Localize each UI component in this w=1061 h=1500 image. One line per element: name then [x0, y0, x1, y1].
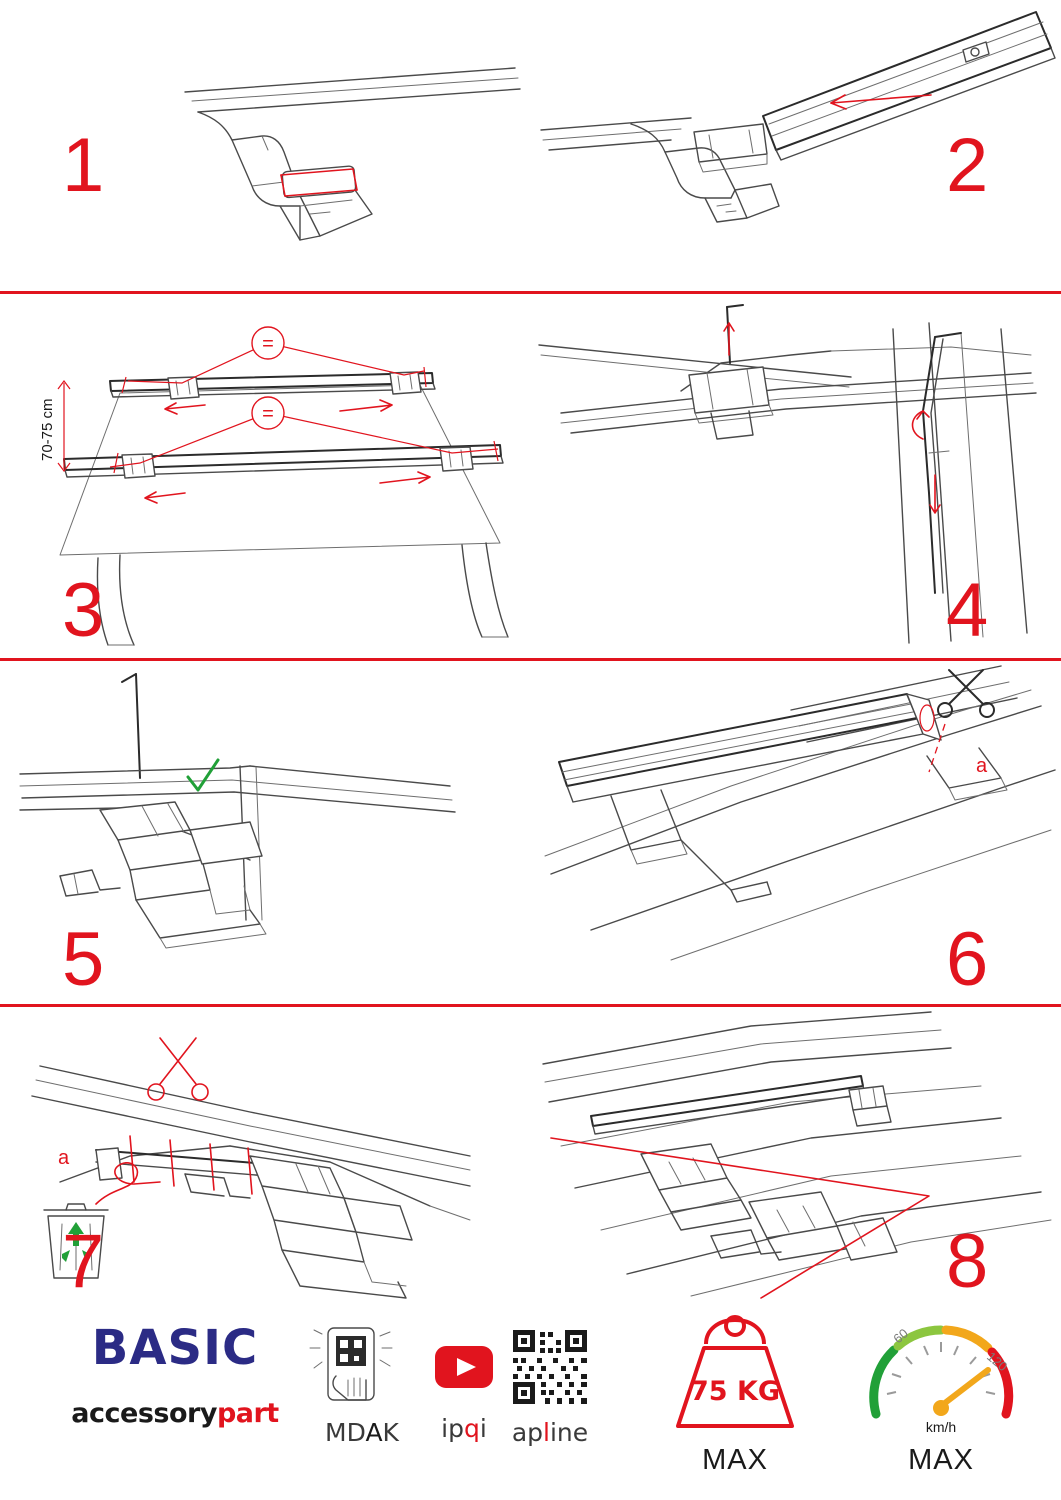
logo-ipqi-caption-accent: q — [464, 1414, 480, 1443]
brand-block — [60, 1320, 290, 1429]
equal-mark-1: = — [262, 333, 274, 355]
panel-step-6 — [531, 660, 1061, 1005]
panel-step-4 — [531, 293, 1061, 659]
logo-apline-caption-accent: l — [543, 1418, 550, 1447]
scissors-icon-2 — [148, 1038, 208, 1100]
logo-mdak-caption-part2: K — [382, 1418, 399, 1447]
step-2-number: 2 — [946, 123, 987, 208]
max-weight-value: 75 KG — [689, 1376, 781, 1407]
speed-tick-120: 120 — [984, 1348, 1011, 1375]
logo-mdak-caption-part1: MD — [325, 1418, 366, 1447]
max-weight-label: MAX — [702, 1444, 768, 1476]
step-6-number: 6 — [946, 917, 987, 1002]
step-6-callout-a: a — [976, 755, 988, 777]
panel-step-7 — [0, 1006, 530, 1302]
speedometer-icon — [846, 1310, 1036, 1440]
step-5-number: 5 — [62, 917, 103, 1002]
bar-spacing-dimension: 70-75 cm — [39, 398, 56, 461]
logo-apline-caption-part2: ine — [549, 1418, 589, 1447]
panel-step-2 — [531, 0, 1061, 292]
max-speed-label: MAX — [908, 1444, 974, 1476]
brand-name — [60, 1400, 290, 1427]
brand-name-part1: accessory — [71, 1398, 217, 1429]
panel-step-8 — [531, 1006, 1061, 1302]
step-7-number: 7 — [62, 1219, 103, 1304]
brand-name-part2: part — [216, 1398, 279, 1429]
row-step-7-8 — [0, 1006, 1061, 1302]
row-step-3-4 — [0, 293, 1061, 659]
step-3-number: 3 — [62, 568, 103, 653]
equal-mark-2: = — [262, 403, 274, 425]
panel-step-5 — [0, 660, 530, 1005]
max-speed-block — [846, 1310, 1036, 1477]
footer — [0, 1302, 1061, 1500]
row-step-5-6 — [0, 660, 1061, 1005]
step-8-number: 8 — [946, 1219, 987, 1304]
logo-ipqi-caption-part1: ip — [441, 1414, 464, 1443]
step-4-number: 4 — [946, 568, 987, 653]
logo-ipqi-caption-part2: i — [479, 1414, 487, 1443]
step-7-callout-a: a — [58, 1147, 70, 1169]
qr-code-icon — [470, 1326, 630, 1408]
logo-mdak-caption-accent: A — [365, 1418, 383, 1447]
panel-step-1 — [0, 0, 530, 292]
max-weight-block — [640, 1310, 830, 1477]
speed-unit: km/h — [925, 1419, 957, 1435]
brand-title: BASIC — [91, 1320, 259, 1376]
logo-apline-caption-part1: ap — [511, 1418, 544, 1447]
speed-tick-60: 60 — [890, 1325, 912, 1347]
logo-apline — [470, 1326, 630, 1447]
weight-icon — [640, 1310, 830, 1440]
logo-apline-caption — [470, 1418, 630, 1447]
panel-step-3 — [0, 293, 530, 659]
row-step-1-2 — [0, 0, 1061, 292]
step-1-number: 1 — [62, 123, 103, 208]
